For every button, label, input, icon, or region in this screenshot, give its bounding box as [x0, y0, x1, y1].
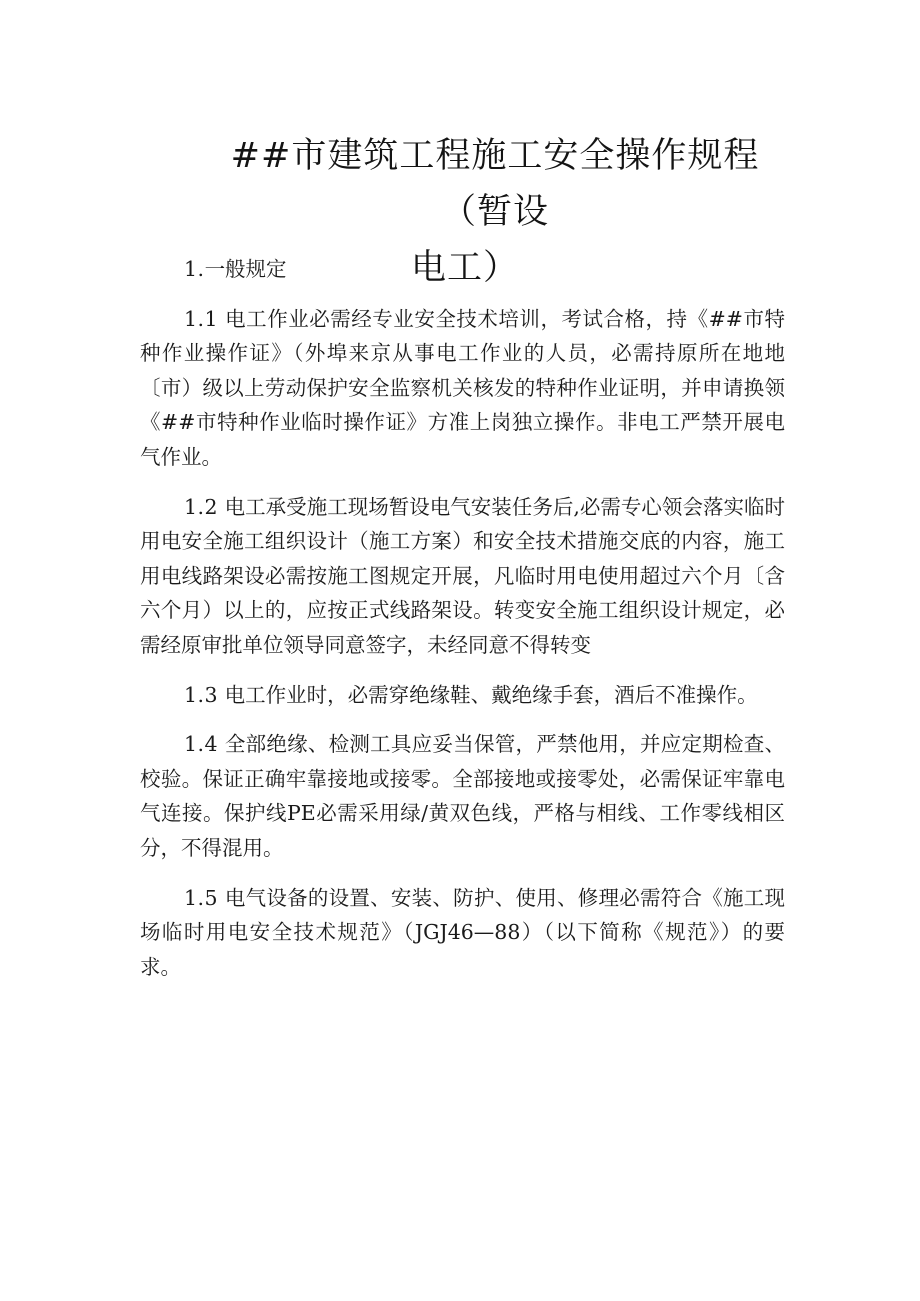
section-1	[140, 252, 785, 287]
section-1-5	[140, 881, 785, 985]
section-number: 1.3	[184, 682, 219, 707]
section-1-1	[140, 302, 785, 475]
section-number: 1.1	[184, 306, 219, 331]
section-number: 1.2	[184, 494, 219, 519]
section-number: 1.4	[184, 732, 219, 757]
section-1-3	[140, 678, 785, 713]
section-1-2	[140, 490, 785, 663]
document-body	[140, 252, 785, 999]
section-text: 电工承受施工现场暂设电气安装任务后,必需专心领会落实临时用电安全施工组织设计（施工方案）和安全技术措施交底的内容，施工用电线路架设必需按施工图规定开展，凡临时用电使用超过六个月〔含六个月）以上的，应按正式线路架设。转变安全施工组织设计规定，必需经原审批单位领导同意签字，未经同意不得转变	[140, 494, 785, 657]
section-text: 电工作业时，必需穿绝缘鞋、戴绝缘手套，酒后不准操作。	[224, 682, 758, 707]
section-1-4	[140, 727, 785, 865]
section-text: 全部绝缘、检测工具应妥当保管，严禁他用，并应定期检查、校验。保证正确牢靠接地或接零。全部接地或接零处，必需保证牢靠电气连接。保护线PE必需采用绿/黄双色线，严格与相线、工作零线相区分，不得混用。	[140, 732, 785, 860]
section-text: 电气设备的设置、安装、防护、使用、修理必需符合《施工现场临时用电安全技术规范》（JGJ46—88）（以下简称《规范》）的要求。	[140, 885, 785, 979]
section-number: 1.5	[184, 885, 219, 910]
section-text: 电工作业必需经专业安全技术培训，考试合格，持《##市特种作业操作证》（外埠来京从事电工作业的人员，必需持原所在地地〔市）级以上劳动保护安全监察机关核发的特种作业证明，并申请换领《##市特种作业临时操作证》方准上岗独立操作。非电工严禁开展电气作业。	[140, 306, 785, 469]
title-line-1: ##市建筑工程施工安全操作规程（暂设	[230, 136, 760, 232]
title-line-2: 电工）	[410, 248, 519, 288]
section-text: 一般规定	[204, 257, 287, 281]
section-number: 1.	[184, 257, 205, 281]
